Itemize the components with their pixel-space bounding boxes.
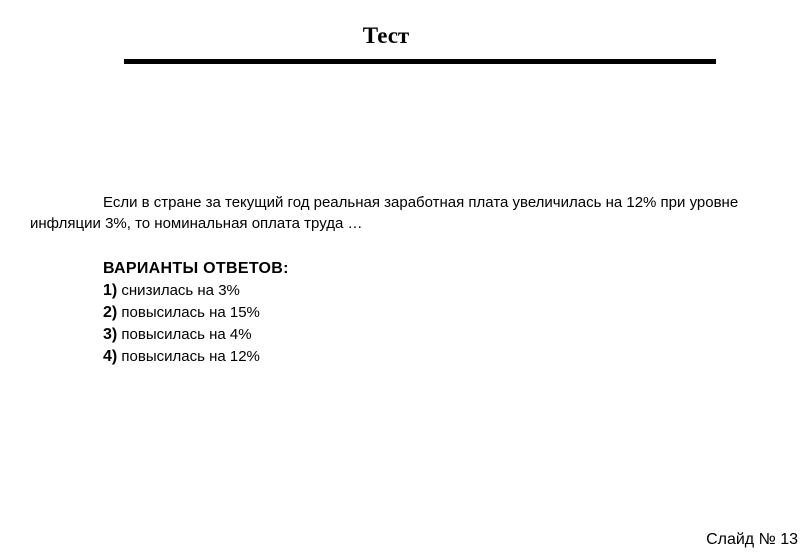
answer-option-1	[103, 280, 603, 302]
answer-text: снизилась на 3%	[117, 282, 240, 299]
answer-option-2	[103, 302, 603, 324]
answer-number: 2)	[103, 304, 118, 321]
slide-title: Тест	[362, 23, 410, 48]
answer-number: 3)	[103, 326, 118, 343]
answer-number: 1)	[103, 282, 118, 299]
answers-heading: ВАРИАНТЫ ОТВЕТОВ:	[103, 260, 289, 277]
title-underline	[124, 59, 716, 64]
slide-number: Слайд № 13	[706, 531, 798, 548]
answer-text: повысилась на 12%	[117, 348, 260, 365]
answer-text: повысилась на 15%	[117, 304, 260, 321]
question-text: Если в стране за текущий год реальная заработная плата увеличилась на 12% при уровне инфляции 3%, то номинальная оплата труда …	[30, 194, 739, 232]
answer-option-4	[103, 346, 603, 368]
answer-number: 4)	[103, 348, 118, 365]
answer-option-3	[103, 324, 603, 346]
answer-options	[103, 258, 603, 368]
answer-text: повысилась на 4%	[117, 326, 252, 343]
